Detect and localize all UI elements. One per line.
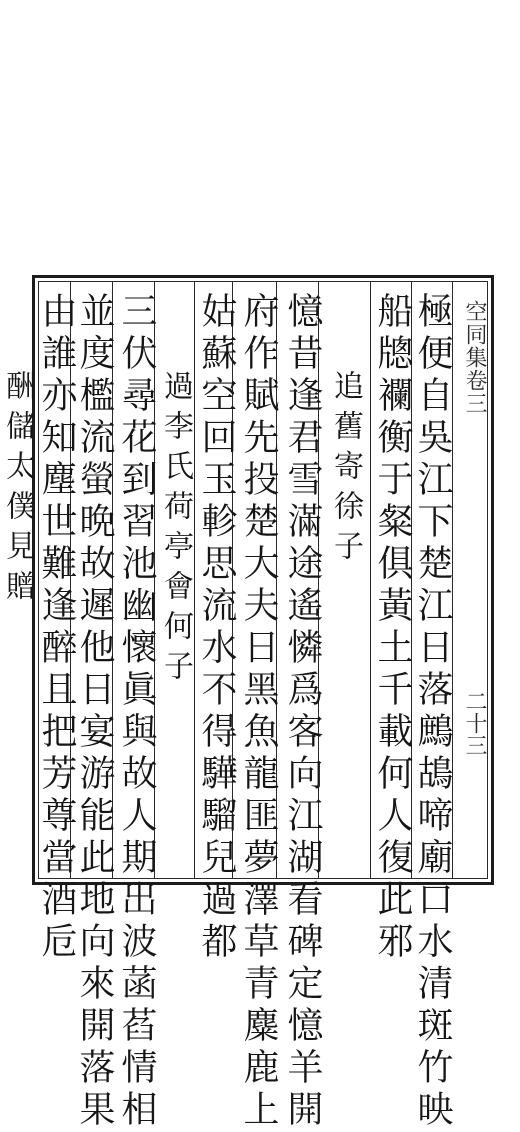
text-column-8: 三伏尋花到習池幽懷眞與故人期出波菡萏情相 — [116, 292, 157, 1132]
column-divider — [194, 281, 195, 879]
column-divider — [370, 281, 371, 879]
text-column-1: 極便自吳江下楚江日落鷓鴣啼廟口水清斑竹映 — [412, 292, 453, 1132]
text-column-2: 船牕襴衡于粲俱黃土千載何人復此邪 — [372, 292, 413, 964]
text-column-4: 憶昔逢君雪滿途遙憐爲客向江湖看碑定憶羊開 — [282, 292, 323, 1132]
banxin-title: 空同集卷三 — [462, 300, 487, 415]
text-column-5: 府作賦先投楚大夫日黑魚龍匪夢澤草青麋鹿上 — [238, 292, 279, 1132]
text-column-9: 並度檻流螢晩故遲他日宴游能此地向來開落果 — [74, 292, 115, 1132]
banxin-page-number: 二十三 — [462, 690, 487, 756]
poem-title-3: 酬儲太僕見贈 — [0, 370, 35, 610]
poem-title-2: 過李氏荷亭會何子 — [158, 370, 193, 690]
text-column-6: 姑蘇空回玉軫思流水不得驊騮兒過都 — [196, 292, 237, 964]
text-column-10: 由誰亦知塵世難逢醉且把芳尊當酒卮 — [36, 292, 77, 964]
poem-title-1: 追舊寄徐子 — [328, 370, 363, 570]
